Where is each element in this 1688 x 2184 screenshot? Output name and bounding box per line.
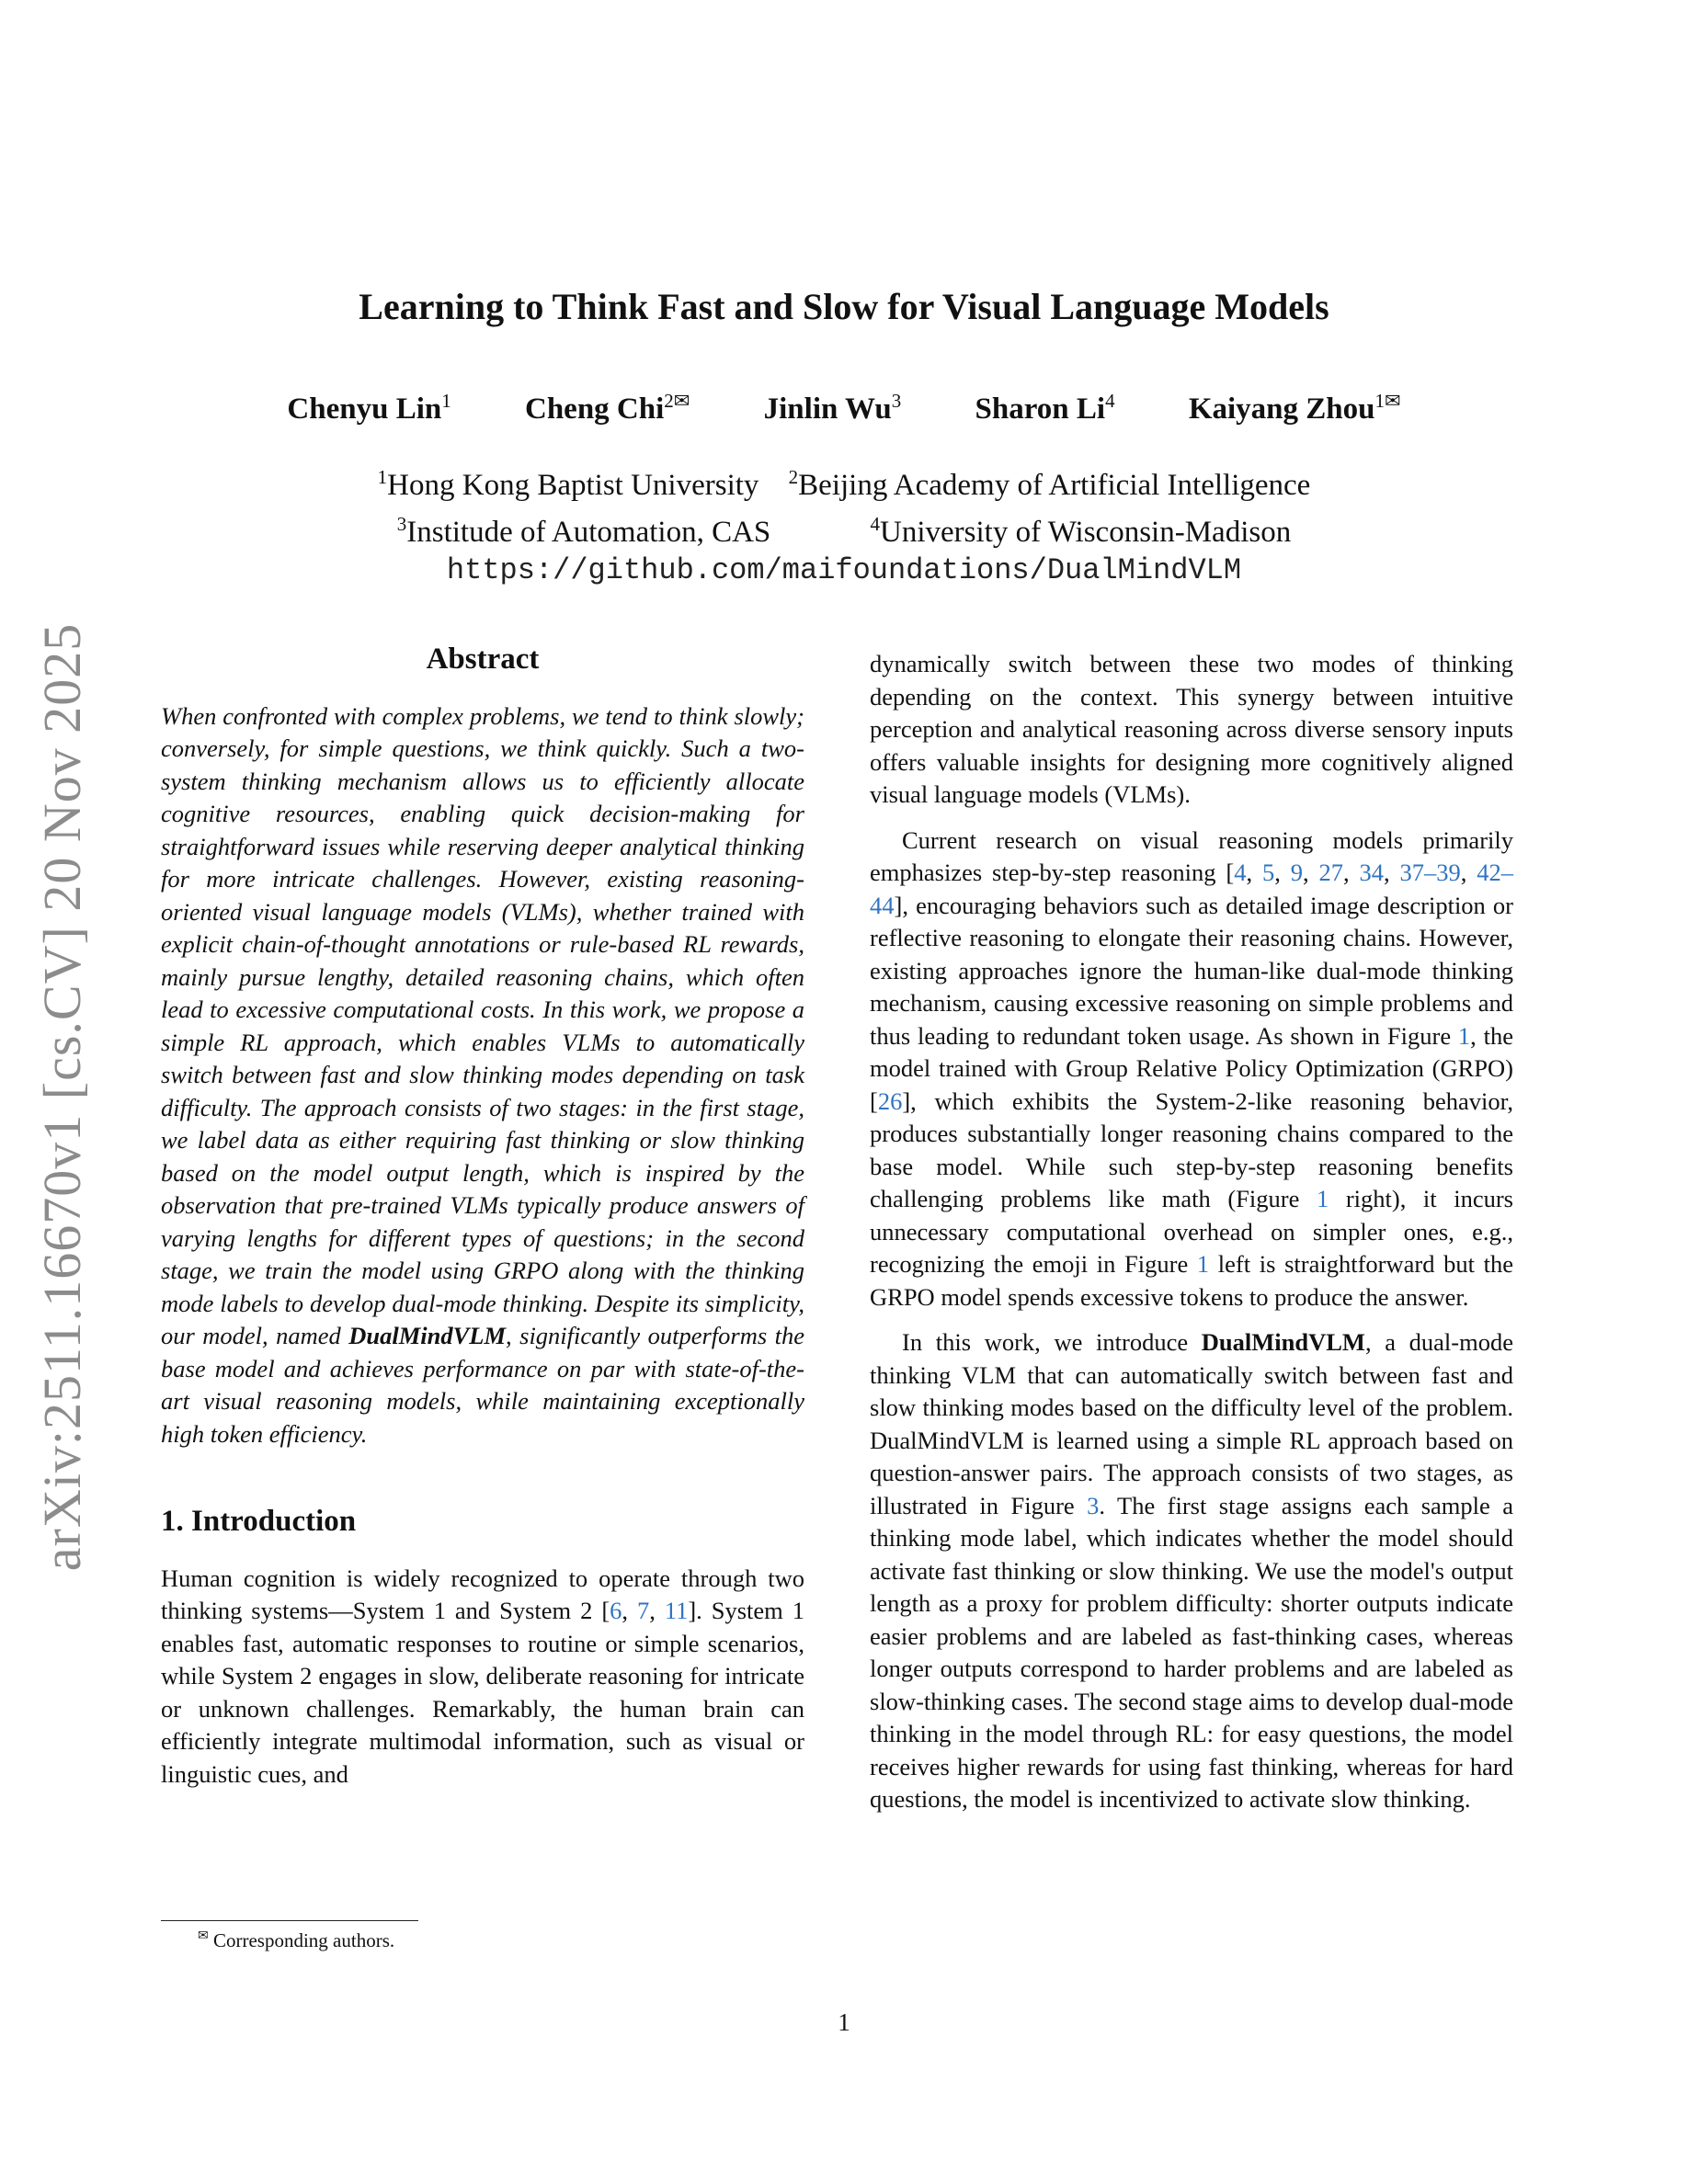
affiliation: $^3$Institude of Automation, CAS bbox=[396, 513, 771, 549]
abstract-heading: Abstract bbox=[426, 643, 540, 676]
intro-paragraph-2: Current research on visual reasoning models primarily emphasizes step-by-step reasoning [4, 5, 9, 27, 34, 37–39, 42–44], encouraging behaviors such as detailed image description or reflective reasoning to elongate their reasoning chains. However, existing approaches ignore the human-like dual-mode thinking mechanism, causing excessive reasoning on simple problems and thus leading to redundant token usage. As shown in Figure 1, the model trained with Group Relative Policy Optimization (GRPO) [26], which exhibits the System-2-like reasoning behavior, produces substantially longer reasoning chains compared to the base model. While such step-by-step reasoning benefits challenging problems like math (Figure 1 right), it incurs unnecessary computational overhead on simpler ones, e.g., recognizing the emoji in Figure 1 left is straightforward but the GRPO model spends excessive tokens to produce the answer. bbox=[870, 825, 1514, 1311]
intro-paragraph-1-continued: dynamically switch between these two modes of thinking depending on the context. This synergy between intuitive perception and analytical reasoning across diverse sensory inputs offers valuable insights for designing more cognitively aligned visual language models (VLMs). bbox=[870, 650, 1513, 808]
citation-link[interactable]: 11 bbox=[664, 1597, 689, 1624]
affiliation: $^1$Hong Kong Baptist University bbox=[377, 466, 759, 502]
citation-link[interactable]: 27 bbox=[1318, 859, 1343, 886]
figure-link[interactable]: 1 bbox=[1196, 1250, 1210, 1278]
page-number: 1 bbox=[838, 2008, 850, 2036]
citation-link[interactable]: 42–44 bbox=[870, 859, 1514, 919]
repository-link[interactable]: https://github.com/maifoundations/DualMindVLM bbox=[446, 553, 1242, 587]
author: Kaiyang Zhou$^{1✉}$ bbox=[1188, 390, 1401, 426]
abstract-text: When confronted with complex problems, we tend to think slowly; conversely, for simple questions, we think quickly. Such a two-system thinking mechanism allows us to efficiently allocate cognitive resources, enabling quick decision-making for straightforward issues while reserving deeper analytical thinking for more intricate challenges. However, existing reasoning-oriented visual language models (VLMs), whether trained with explicit chain-of-thought annotations or rule-based RL rewards, mainly pursue lengthy, detailed reasoning chains, which often lead to excessive computational costs. In this work, we propose a simple RL approach, which enables VLMs to automatically switch between fast and slow thinking modes depending on task difficulty. The approach consists of two stages: in the first stage, we label data as either requiring fast thinking or slow thinking based on the model output length, which is inspired by the observation that pre-trained VLMs typically produce answers of varying lengths for different types of questions; in the second stage, we train the model using GRPO along with the thinking mode labels to develop dual-mode thinking. Despite its simplicity, our model, named DualMindVLM, significantly outperforms the base model and achieves performance on par with state-of-the-art visual reasoning models, while maintaining exceptionally high token efficiency. bbox=[161, 701, 804, 1448]
affiliation-row bbox=[0, 505, 1688, 552]
citation-link[interactable]: 7 bbox=[636, 1597, 650, 1624]
affiliation: $^2$Beijing Academy of Artificial Intelligence bbox=[788, 466, 1311, 502]
author: Chenyu Lin$^1$ bbox=[287, 390, 451, 426]
citation-link[interactable]: 4 bbox=[1234, 859, 1247, 886]
section-heading: 1. Introduction bbox=[161, 1505, 357, 1538]
author-list bbox=[0, 390, 1688, 427]
envelope-icon: ✉ bbox=[198, 1929, 209, 1943]
right-column bbox=[870, 648, 1513, 1829]
left-column bbox=[161, 643, 804, 1803]
figure-link[interactable]: 1 bbox=[1316, 1185, 1329, 1212]
figure-link[interactable]: 1 bbox=[1457, 1021, 1471, 1050]
author: Sharon Li$^4$ bbox=[975, 390, 1115, 426]
citation-link[interactable]: 37–39 bbox=[1399, 859, 1461, 886]
citation-link[interactable]: 9 bbox=[1290, 859, 1303, 886]
model-name: DualMindVLM bbox=[1201, 1328, 1365, 1356]
figure-link[interactable]: 3 bbox=[1087, 1491, 1100, 1519]
citation-link[interactable]: 6 bbox=[610, 1597, 622, 1624]
arxiv-identifier bbox=[26, 596, 99, 1598]
affiliations bbox=[0, 458, 1688, 590]
intro-paragraph-3: In this work, we introduce DualMindVLM, a dual-mode thinking VLM that can automatically switch between fast and slow thinking modes based on the difficulty level of the problem. DualMindVLM is learned using a simple RL approach based on question-answer pairs. The approach consists of two stages, as illustrated in Figure 3. The first stage assigns each sample a thinking mode label, which indicates whether the model should activate fast thinking or slow thinking. We use the model's output length as a proxy for problem difficulty: shorter outputs indicate easier problems and are labeled as fast-thinking cases, whereas longer outputs correspond to harder problems and are labeled as slow-thinking cases. The second stage aims to develop dual-mode thinking in the model through RL: for easy questions, the model receives higher rewards for using fast thinking, whereas for hard questions, the model is incentivized to activate slow thinking. bbox=[870, 1328, 1514, 1813]
model-name: DualMindVLM bbox=[348, 1322, 507, 1349]
affiliation: $^4$University of Wisconsin-Madison bbox=[870, 513, 1292, 549]
author: Cheng Chi$^{2✉}$ bbox=[524, 390, 690, 426]
intro-paragraph-1: Human cognition is widely recognized to operate through two thinking systems—System 1 and System 2 [6, 7, 11]. System 1 enables fast, automatic responses to routine or simple scenarios, while System 2 engages in slow, deliberate reasoning for intricate or unknown challenges. Remarkably, the human brain can efficiently integrate multimodal information, such as visual or linguistic cues, and bbox=[161, 1564, 804, 1788]
arxiv-identifier-text: arXiv:2511.16670v1 [cs.CV] 20 Nov 2025 bbox=[32, 622, 93, 1571]
footnote-divider bbox=[161, 1920, 418, 1921]
affiliation-row bbox=[0, 458, 1688, 505]
citation-link[interactable]: 5 bbox=[1261, 859, 1275, 886]
author: Jinlin Wu$^3$ bbox=[763, 390, 902, 426]
citation-link[interactable]: 34 bbox=[1359, 859, 1384, 886]
paper-title: Learning to Think Fast and Slow for Visual Language Models bbox=[359, 286, 1329, 327]
footnote: ✉ Corresponding authors. bbox=[198, 1929, 395, 1951]
citation-link[interactable]: 26 bbox=[877, 1086, 903, 1115]
